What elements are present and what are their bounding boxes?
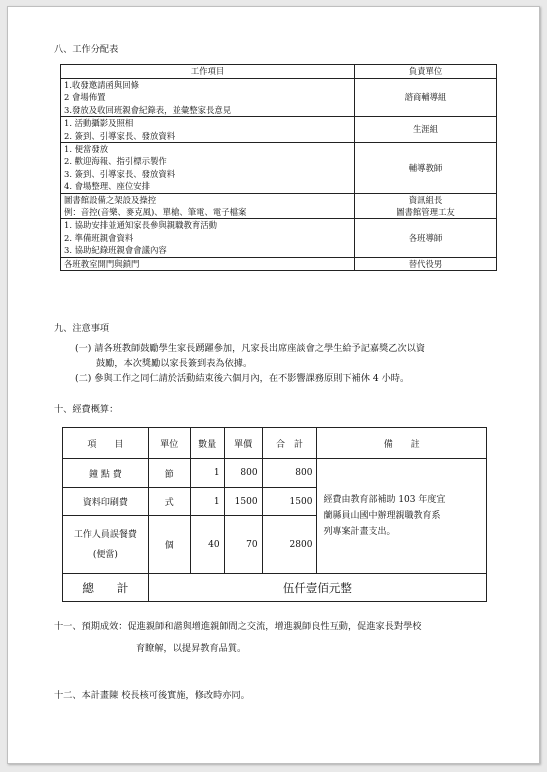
table-header-row <box>61 65 497 79</box>
note-line: 經費由教育部補助 103 年度宜 <box>323 495 446 505</box>
cell-unit: 式 <box>148 488 190 516</box>
table-row <box>61 143 497 194</box>
table-row <box>61 257 497 270</box>
row-line: 2. 歡迎海報、指引標示製作 <box>64 156 167 167</box>
cell-item: 鐘 點 費 <box>63 459 149 488</box>
budget-table <box>62 427 487 602</box>
document-page <box>7 6 540 764</box>
table-row <box>61 193 497 219</box>
cell-qty: 1 <box>190 488 224 516</box>
section8-title: 八、工作分配表 <box>54 44 119 55</box>
row-line: 1. 協助安排並通知家長參與親職教育活動 <box>64 220 218 231</box>
cell-price: 70 <box>224 516 262 574</box>
cell-unit: 個 <box>148 516 190 574</box>
cell-item-sub: (便當) <box>92 549 118 560</box>
cell-qty: 40 <box>190 516 224 574</box>
row-unit: 生涯組 <box>355 117 497 143</box>
row-line: 1.收發邀請函與回條 <box>64 80 139 90</box>
header-qty: 數量 <box>190 428 224 459</box>
note-line: 列專案計畫支出。 <box>323 527 396 537</box>
row-line: 3. 協助紀錄班親會會議內容 <box>64 245 167 256</box>
section11-line1: 十一、預期成效：促進親師和諧與增進親師間之交流，增進親師良性互動，促進家長對學校 <box>54 621 422 632</box>
cell-qty: 1 <box>190 459 224 488</box>
cell-total: 800 <box>262 459 317 488</box>
header-total: 合 計 <box>262 428 317 459</box>
header-item: 項 目 <box>63 428 149 459</box>
header-unit: 單位 <box>148 428 190 459</box>
sum-row <box>63 574 487 602</box>
row-line: 4. 會場整理、座位安排 <box>64 181 151 192</box>
cell-total: 1500 <box>262 488 317 516</box>
cell-item: 工作人員誤餐費 <box>73 529 137 540</box>
section11-line2: 育瞭解，以提昇教育品質。 <box>136 643 247 654</box>
table-row <box>63 459 487 488</box>
row-unit: 資訊組長 <box>408 194 443 205</box>
row-line: 3. 簽到、引導家長、發放資料 <box>64 168 176 179</box>
row-unit: 諮商輔導組 <box>355 79 497 117</box>
notice-item-2: (二) 參與工作之同仁請於活動結束後六個月內，在不影響課務原則下補休 4 小時。 <box>75 373 410 384</box>
row-line: 例：音控(音樂、麥克風)、單槍、筆電、電子檔案 <box>64 207 247 218</box>
cell-item: 資料印刷費 <box>63 488 149 516</box>
sum-label: 總 計 <box>63 574 149 602</box>
cell-total: 2800 <box>262 516 317 574</box>
cell-price: 1500 <box>224 488 262 516</box>
header-note: 備 註 <box>317 428 487 459</box>
row-unit: 圖書館管理工友 <box>396 207 455 218</box>
cell-price: 800 <box>224 459 262 488</box>
table-row <box>61 79 497 117</box>
header-item: 工作項目 <box>61 65 355 79</box>
row-line: 2. 簽到、引導家長、發放資料 <box>64 130 176 141</box>
row-line: 3.發放及收回班親會紀錄表，並彙整家長意見 <box>64 104 232 115</box>
budget-note <box>317 459 487 574</box>
row-line: 1. 活動攝影及照相 <box>64 118 134 129</box>
row-line: 2 會場佈置 <box>64 92 106 103</box>
row-unit: 輔導教師 <box>355 143 497 194</box>
table-header-row <box>63 428 487 459</box>
work-assignment-table <box>60 64 497 271</box>
table-row <box>61 219 497 257</box>
sum-value: 伍仟壹佰元整 <box>148 574 486 602</box>
notice-item-1: (一) 請各班教師鼓勵學生家長踴躍參加，凡家長出席座談會之學生給予記嘉獎乙次以資 <box>75 343 426 354</box>
section10-title: 十、經費概算： <box>54 404 119 415</box>
row-unit: 各班導師 <box>355 219 497 257</box>
row-line: 1. 便當發放 <box>64 144 109 155</box>
note-line: 蘭縣員山國中辦理親職教育系 <box>323 511 441 521</box>
header-price: 單價 <box>224 428 262 459</box>
row-unit: 替代役男 <box>355 257 497 270</box>
table-row <box>61 117 497 143</box>
section9-title: 九、注意事項 <box>54 323 110 334</box>
header-unit: 負責單位 <box>355 65 497 79</box>
row-line: 各班教室開門與鎖門 <box>64 258 140 269</box>
notice-item-1-cont: 鼓勵，本次獎勵以家長簽到表為依據。 <box>96 358 253 369</box>
row-line: 圖書館設備之架設及操控 <box>64 194 157 205</box>
cell-unit: 節 <box>148 459 190 488</box>
section12-text: 十二、本計畫陳 校長核可後實施，修改時亦同。 <box>54 690 250 701</box>
row-line: 2. 準備班親會資料 <box>64 232 134 243</box>
